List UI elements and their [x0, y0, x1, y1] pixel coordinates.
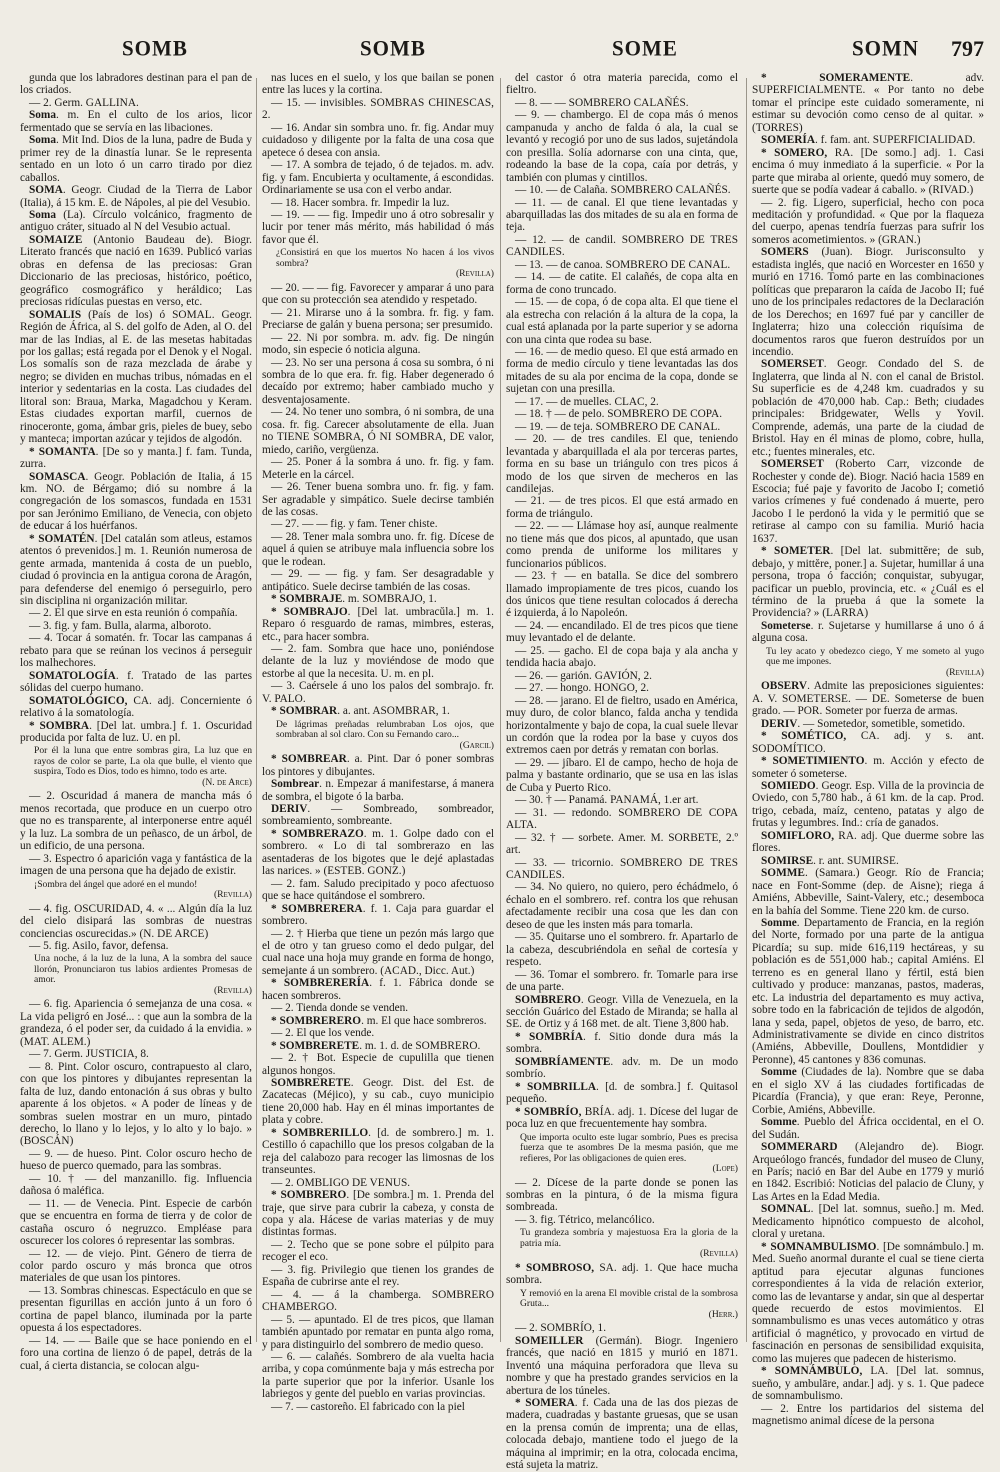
dictionary-entry: — 2. fig. Ligero, superficial, hecho con poca meditación y profundidad. « Que por la flaqueza del cuerpo, apenas tendría fuerzas para sufrir los someros acometimientos. » (GRAN.) — [752, 196, 984, 246]
dictionary-entry: SOMIRSE. r. ant. SUMIRSE. — [761, 854, 899, 867]
entry-headword: SOMIEDO — [761, 779, 816, 792]
dictionary-entry: * SOMBRILLA. [d. de sombra.] f. Quitasol pequeño. — [506, 1080, 738, 1106]
entry-headword: Someterse — [761, 619, 811, 632]
dictionary-entry: * SOMERO, RA. [De somo.] adj. 1. Casi encima ó muy inmediato á la superficie. « Por la parte que miraba al oriente, quedó muy somero, de suerte que se podía vadear á caballo. » (RIVAD.) — [752, 146, 984, 197]
dictionary-entry: — 23. † — en batalla. Se dice del sombrero llamado impropiamente de tres picos, cuando los dos únicos que tiene resultan colocados á derecha é izquierda, á lo Napoleón. — [506, 570, 738, 620]
entry-headword: * SOMBRERERO — [271, 1014, 362, 1027]
entry-headword: * SOMBRAJE — [271, 593, 343, 606]
entry-headword: SOMIFLORO, — [761, 829, 835, 842]
dictionary-entry: — 21. — de tres picos. El que está armado en forma de triángulo. — [506, 495, 738, 520]
dictionary-entry: Sombrear. n. Empezar á manifestarse, á manera de sombra, el bigote ó la barba. — [262, 778, 494, 803]
quotation-source: (N. de Arce) — [202, 776, 252, 788]
dictionary-entry: del castor ó otra materia parecida, como el fieltro. — [506, 72, 738, 97]
dictionary-entry: — 12. — de candil. SOMBRERO DE TRES CANDILES. — [506, 233, 738, 259]
column-rule — [256, 78, 257, 1342]
quotation — [276, 248, 494, 280]
dictionary-entry: — 24. No tener uno sombra, ó ni sombra, de una cosa. fr. fig. Carecer absolutamente de ella. Juan no TIENE SOMBRA, Ó NI SOMBRA, DE valor, miedo, cariño, vergüenza. — [262, 406, 494, 456]
entry-headword: * SOMBRILLA — [515, 1080, 597, 1093]
quotation — [520, 1133, 738, 1175]
entry-headword: SOMERSET — [761, 458, 824, 471]
entry-headword: * SOMBROSO, — [515, 1261, 595, 1274]
dictionary-entry: * SOMBRÍA. f. Sitio donde dura más la sombra. — [506, 1030, 739, 1056]
entry-headword: * SOMBRERAZO — [271, 827, 364, 840]
quotation-source: (Revilla) — [699, 1248, 738, 1260]
entry-headword: SOMNAL — [761, 1203, 811, 1216]
entry-headword: SOMA — [29, 184, 63, 197]
dictionary-entry: * SOMÉTICO, CA. adj. y s. ant. SODOMÍTICO. — [752, 730, 984, 755]
dictionary-entry: — 35. Quitarse uno el sombrero. fr. Apartarlo de la cabeza, descubriéndola en señal de cortesía y respeto. — [506, 931, 738, 969]
page-header — [34, 36, 984, 76]
quotation — [276, 720, 494, 752]
dictionary-entry: SOMASCA. Geogr. Población de Italia, á 15 km. NO. de Bérgamo; dió su nombre á la congregación de los somascos, fundada en 1531 por san Jerónimo Emiliano, de Venecia, con objeto de educar á los huérfanos. — [20, 470, 252, 533]
entry-headword: SOMALIS — [29, 308, 82, 321]
entry-headword: * SOMERAMENTE — [761, 72, 911, 84]
dictionary-entry: — 8. — — SOMBRERO CALAÑÉS. — [515, 96, 689, 109]
dictionary-entry: — 29. — — fig. y fam. Ser desagradable y antipático. Suele decirse también de las cosas. — [262, 568, 494, 593]
dictionary-entry: — 26. Tener buena sombra uno. fr. fig. y fam. Ser agradable y simpático. Suele decirse también de las cosas. — [262, 481, 494, 518]
dictionary-entry: SOMERS (Juan). Biogr. Jurisconsulto y estadista inglés, que nació en Worcester en 1650 y murió en 1716. Tomó parte en las combinaciones políticas que prepararon la caída de Jacobo II; fué uno de los principales redactores de la Declaración de los Derechos; en 1697 fué par y canciller de Inglaterra; hizo una colección riquísima de documentos raros que fueron destruídos por un incendio. — [752, 246, 984, 358]
entry-headword: SOMERSET — [761, 358, 824, 371]
quotation — [34, 880, 252, 901]
entry-headword: * SOMATÉN — [29, 532, 95, 545]
running-headword-1: SOMB — [122, 35, 188, 61]
entry-headword: Soma — [29, 134, 56, 147]
dictionary-entry: * SOMBRAJE. m. SOMBRAJO, 1. — [271, 593, 437, 606]
running-headword-2: SOMB — [360, 35, 426, 61]
dictionary-entry: — 13. — de canoa. SOMBRERO DE CANAL. — [515, 258, 731, 271]
dictionary-entry: * SOMNÁMBULO, LA. [Del lat. somnus, sueño, y ambulāre, andar.] adj. y s. 1. Que padece de somnambulismo. — [752, 1365, 984, 1403]
dictionary-entry: * SOMBRERAZO. m. 1. Golpe dado con el sombrero. « Lo di tal sombrerazo en las asentaderas de los bigotes que le dejé aplastadas las narices. » (ESTEB. GONZ.) — [262, 827, 494, 878]
entry-headword: SOMBRÍAMENTE — [515, 1055, 611, 1068]
entry-headword: SOMMERARD — [761, 1141, 838, 1154]
dictionary-entry: — 25. — gacho. El de copa baja y ala ancha y tendida hacia abajo. — [506, 644, 738, 670]
quotation-text: Tu grandeza sombría y majestuosa Era la gloria de la patria mía. — [520, 1227, 738, 1249]
dictionary-entry: * SOMBRERERA. f. 1. Caja para guardar el sombrero. — [262, 902, 494, 928]
dictionary-entry: — 2. El que los vende. — [271, 1027, 375, 1040]
dictionary-entry: SOMERSET. Geogr. Condado del S. de Inglaterra, que linda al N. con el canal de Bristol. Su superficie es de 4,248 km. cuadrados y su población de 470,000 hab. Cap.: Beth; ciudades principales: Bridgewater, Wells y Yovil. Comprende, además, una parte de la ciudad de Bristol. Hay en él minas de plomo, cobre, hulla, etc.; fuentes minerales, etc. — [752, 358, 984, 458]
dictionary-entry: — 30. † — Panamá. PANAMÁ, 1.er art. — [515, 794, 699, 807]
dictionary-entry: — 2. † Bot. Especie de cupulilla que tienen algunos hongos. — [262, 1052, 494, 1077]
dictionary-entry: — 2. Dícese de la parte donde se ponen las sombras en la pintura, ó de la misma figura sombreada. — [506, 1176, 738, 1214]
dictionary-entry: — 7. Germ. JUSTICIA, 8. — [29, 1048, 149, 1061]
entry-headword: SOMBRERO — [515, 993, 581, 1006]
dictionary-entry: — 18. Hacer sombra. fr. Impedir la luz. — [271, 196, 450, 209]
dictionary-entry: SOMIEDO. Geogr. Esp. Villa de la provincia de Oviedo, con 5,780 hab., á 61 km. de la cap. Prod. trigo, cebada, maíz, centeno, patatas y algo de frutas y legumbres. Ind.: cría de ganados. — [752, 779, 984, 830]
dictionary-entry: * SOMBRERO. [De sombra.] m. 1. Prenda del traje, que sirve para cubrir la cabeza, y consta de copa y ala. Hácese de varias materias y de muy distintas formas. — [262, 1189, 494, 1239]
dictionary-entry: — 4. — á la chamberga. SOMBRERO CHAMBERGO. — [262, 1288, 494, 1314]
dictionary-entry: — 20. — de tres candiles. El que, teniendo levantada y abarquillada el ala por terceras partes, forma en su base un triángulo con tres picos á modo de los que sirven de mecheros en las candilejas. — [506, 433, 738, 495]
column-rule — [500, 78, 501, 1342]
dictionary-entry: — 4. fig. OSCURIDAD, 4. « ... Algún día la luz del cielo disipará las sombras de nuestras conciencias oscurecidas.» (N. DE ARCE) — [20, 902, 252, 940]
dictionary-entry: — 27. — — fig. y fam. Tener chiste. — [271, 518, 438, 531]
dictionary-entry: — 9. — de hueso. Pint. Color oscuro hecho de hueso de puerco quemado, para las sombras. — [20, 1147, 252, 1173]
dictionary-entry: — 2. † Hierba que tiene un pezón más largo que el de otro y tan grueso como el dedo pulgar, del cual nace una hoja muy grande en forma de hongo, semejante á un sombrero. (ACAD., Dicc. Aut.) — [262, 927, 494, 977]
entry-headword: * SOMBRAJO — [271, 605, 348, 618]
dictionary-entry: — 2. Tienda donde se venden. — [271, 1002, 409, 1015]
dictionary-entry: — 6. fig. Apariencia ó semejanza de una cosa. « La vida peligró en José... : que aun la sombra de la grandeza, ó el poder ser, da cuidado á la envidia. » (MAT. ALEM.) — [20, 998, 252, 1048]
dictionary-entry: SOMATOLOGÍA. f. Tratado de las partes sólidas del cuerpo humano. — [20, 669, 252, 695]
dictionary-entry: — 2. SOMBRÍO, 1. — [515, 1322, 607, 1335]
dictionary-entry: * SOMATÉN. [Del catalán som atleus, estamos atentos ó prevenidos.] m. 1. Reunión numerosa de gente armada, mantenida á costa de un pueblo, ciudad ó provincia en la antigua corona de Aragón, para defenderse del enemigo ó perseguirlo, pero sin disciplina ni organización militar. — [20, 532, 252, 608]
dictionary-entry: DERIV. — Sometedor, sometible, sometido. — [761, 717, 966, 730]
quotation — [520, 1228, 738, 1260]
dictionary-entry: — 11. — de canal. El que tiene levantadas y abarquilladas las dos mitades de su ala en forma de teja. — [506, 196, 738, 234]
dictionary-entry: OBSERV. Admite las preposiciones siguientes: A. V. SOMETERSE. — DE. Someterse de buen grado. — POR. Someter por fuerza de armas. — [752, 680, 984, 718]
dictionary-entry: SOMA. Geogr. Ciudad de la Tierra de Labor (Italia), á 15 km. E. de Nápoles, al pie del Vesubio. — [20, 184, 252, 209]
dictionary-entry: — 15. — invisibles. SOMBRAS CHINESCAS, 2. — [262, 96, 494, 122]
dictionary-entry: SOMALIS (País de los) ó SOMAL. Geogr. Región de África, al S. del golfo de Aden, al O. del mar de las Indias, al E. de las mesetas habitadas por los gallas; está regada por el Denok y el Nogal. Los somalís son de raza mezclada de árabe y negro; se dividen en muchas tribus, nómadas en el interior y sedentarias en la costa. Las ciudades del litoral son: Braua, Marka, Magadchou y Keram. Estas ciudades exportan marfil, cuernos de rinoceronte, goma, ámbar gris, pieles de buey, sebo y manteca; importan azúcar y tejidos de algodón. — [20, 308, 252, 446]
dictionary-entry: — 2. Techo que se pone sobre el púlpito para recoger el eco. — [262, 1238, 494, 1264]
entry-headword: Soma — [29, 109, 56, 122]
entry-headword: * SOMERA — [515, 1396, 575, 1409]
entry-headword: DERIV — [271, 803, 308, 816]
dictionary-entry: * SOMBRERETE. m. 1. d. de SOMBRERO. — [271, 1039, 481, 1052]
dictionary-entry: — 14. — de catite. El calañés, de copa alta en forma de cono truncado. — [506, 271, 738, 296]
dictionary-entry: — 27. — hongo. HONGO, 2. — [515, 682, 649, 695]
dictionary-entry: SOMME. (Samara.) Geogr. Río de Francia; nace en Font-Somme (dep. de Aisne); riega á Amiéns, Abbeville, Saint-Valery, etc.; desemboca en la bahía del Somme. Tiene 220 km. de curso. — [752, 867, 984, 917]
dictionary-entry: * SOMBRERILLO. [d. de sombrero.] m. 1. Cestillo ó capachillo que los presos colgaban de la reja del calabozo para recoger las limosnas de los transeuntes. — [262, 1126, 494, 1177]
dictionary-entry: — 20. — — fig. Favorecer y amparar á uno para que con su protección sea atendido y respetado. — [262, 281, 494, 307]
dictionary-entry: SOMIFLORO, RA. adj. Que duerme sobre las flores. — [752, 829, 984, 855]
entry-headword: Somme — [761, 916, 797, 929]
quotation — [34, 746, 252, 788]
dictionary-entry: — 28. — jarano. El de fieltro, usado en América, muy duro, de color blanco, falda ancha y tendida horizontalmente y bajo de copa, la cual suele llevar un cordón que la rodea por la base y cuyos dos extremos caen por detrás y rematan con borlas. — [506, 694, 738, 757]
dictionary-entry: — 10. — de Calaña. SOMBRERO CALAÑÉS. — [515, 184, 731, 197]
dictionary-entry: — 19. — de teja. SOMBRERO DE CANAL. — [515, 420, 721, 433]
dictionary-entry: — 17. — de muelles. CLAC, 2. — [515, 395, 659, 408]
dictionary-entry: * SOMBRERERÍA. f. 1. Fábrica donde se hacen sombreros. — [262, 977, 494, 1002]
dictionary-entry: — 26. — garión. GAVIÓN, 2. — [515, 669, 652, 682]
quotation-source: (Lope) — [712, 1163, 738, 1175]
dictionary-entry: SOMEILLER (Germán). Biogr. Ingeniero francés, que nació en 1815 y murió en 1871. Inventó una máquina perforadora que lleva su nombre y que ha prestado grandes servicios en la abertura de los túneles. — [506, 1334, 738, 1397]
dictionary-entry: — 9. — chambergo. El de copa más ó menos campanuda y ancho de falda ó ala, la cual se levantó y recogió por uno de sus lados, sujetándola con presilla. Solía adornarse con una cinta, que, rodeando la base de la copa, caía por detrás, y también con plumas y cintillos. — [506, 109, 738, 184]
dictionary-entry: — 15. — de copa, ó de copa alta. El que tiene el ala estrecha con relación á la altura de la copa, la cual está aplanada por la parte superior y se adorna con una cinta que rodea su base. — [506, 296, 738, 346]
dictionary-entry: — 3. fig. Tétrico, melancólico. — [515, 1213, 655, 1226]
dictionary-entry: SOMNAL. [Del lat. somnus, sueño.] m. Med. Medicamento hipnótico compuesto de alcohol, cloral y uretana. — [752, 1203, 984, 1241]
dictionary-entry: Someterse. r. Sujetarse y humillarse á uno ó á alguna cosa. — [752, 619, 984, 645]
dictionary-entry: — 11. — de Venecia. Pint. Especie de carbón que se encuentra en forma de tierra y de color de castaña oscuro ó negruzco. Empléase para oscurecer los colores ó representar las sombras. — [20, 1197, 252, 1248]
dictionary-entry: Soma. m. En el culto de los arios, licor fermentado que se servía en las libaciones. — [20, 109, 252, 134]
entry-headword: DERIV — [761, 717, 798, 730]
dictionary-entry: — 3. Caérsele á uno los palos del sombrajo. fr. V. PALO. — [262, 680, 494, 705]
dictionary-entry: Soma. Mit Ind. Dios de la luna, padre de Buda y primer rey de la dinastía lunar. Se le representa sentado en un loto ó un carro tirado por diez caballos. — [20, 134, 252, 184]
entry-headword: * SOMÉTICO, — [761, 730, 847, 743]
dictionary-entry: — 31. — redondo. SOMBRERO DE COPA ALTA. — [506, 806, 738, 832]
quotation-text: ¿Consistirá en que los muertos No hacen á los vivos sombra? — [276, 247, 494, 269]
quotation-source: (Garcil) — [459, 739, 494, 751]
dictionary-entry: — 29. — jíbaro. El de campo, hecho de hoja de palma y bastante ordinario, que se usa en las islas de Cuba y Puerto Rico. — [506, 756, 738, 794]
text-column-2 — [262, 72, 494, 1413]
dictionary-entry: — 28. Tener mala sombra uno. fr. fig. Dícese de aquel á quien se atribuye mala influencia sobre los que le rodean. — [262, 530, 494, 568]
dictionary-entry: — 23. No ser una persona á cosa su sombra, ó ni sombra de lo que era. fr. fig. Haber degenerado ó decaído por extremo; haber cambiado mucho y desventajosamente. — [262, 356, 494, 406]
dictionary-entry: — 3. fig. Privilegio que tienen los grandes de España de cubrirse ante el rey. — [262, 1263, 494, 1289]
entry-headword: SOMERÍA — [761, 134, 815, 147]
entry-headword: * SOMERO, — [761, 146, 828, 159]
entry-headword: SOMAIZE — [29, 233, 83, 246]
dictionary-entry: — 19. — — fig. Impedir uno á otro sobresalir y lucir por tener más mérito, más habilidad ó más favor que él. — [262, 208, 494, 246]
dictionary-entry: — 3. fig. y fam. Bulla, alarma, alboroto. — [29, 619, 212, 632]
entry-headword: SOMATOLÓGICO, — [29, 694, 128, 707]
dictionary-entry: — 10. † — del manzanillo. fig. Influencia dañosa ó maléfica. — [20, 1172, 252, 1198]
dictionary-entry: gunda que los labradores destinan para el pan de los criados. — [20, 72, 252, 97]
dictionary-entry: — 22. — — Llámase hoy así, aunque realmente no tiene más que dos picos, al apuntado, que usan como prenda de uniforme los militares y funcionarios públicos. — [506, 520, 738, 570]
entry-headword: * SOMBRERERA — [271, 902, 363, 915]
dictionary-entry: Somme. Departamento de Francia, en la región del Norte, formado por una parte de la antigua Picardía; su sup. mide 616,119 hectáreas, y su población es de 551,000 hab.; capital Amiéns. El terreno es en general llano y fértil, está bien cultivado y produce: manzanas, pastos, maderas, etc. La industria del departamento es muy activa, sobre todo en la fabricación de tejidos de algodón, lana y seda, papel, objetos de yeso, de barro, etc. Administrativamente se divide en cinco distritos (Amiéns, Abbeville, Doullens, Montdidier y Peronne), 45 cantones y 836 comunas. — [752, 916, 984, 1066]
dictionary-entry: — 2. Oscuridad á manera de mancha más ó menos recortada, que produce en un cuerpo otro que no es transparente, al interponerse entre aquél y la luz. La sombra de un peñasco, de un árbol, de un edificio, de una persona. — [20, 790, 252, 853]
entry-headword: SOMBRERETE — [271, 1076, 351, 1089]
entry-headword: SOMEILLER — [515, 1334, 584, 1347]
dictionary-entry: — 25. Poner á la sombra á uno. fr. fig. y fam. Meterle en la cárcel. — [262, 456, 494, 481]
entry-headword: SOMATOLOGÍA — [29, 669, 116, 682]
quotation-source: (Revilla) — [455, 268, 494, 280]
entry-headword: OBSERV — [761, 680, 808, 693]
dictionary-entry: SOMAIZE (Antonio Baudeau de). Biogr. Literato francés que nació en 1639. Publicó varias obras en defensa de las preciosas: Gran Diccionario de las preciosas, histórico, poético, geográfico cosmográfico y heráldico; Las preciosas ridículas puestas en verso, etc. — [20, 233, 252, 309]
quotation-source: (Revilla) — [945, 666, 984, 678]
entry-headword: * SOMETER — [761, 545, 831, 558]
running-headword-3: SOME — [612, 35, 678, 61]
dictionary-entry: — 18. † — de pelo. SOMBRERO DE COPA. — [515, 408, 723, 421]
dictionary-entry: — 13. Sombras chinescas. Espectáculo en que se presentan figurillas en acción junto á un foro ó cortina de papel blanco, iluminada por la parte opuesta á los espectadores. — [20, 1284, 252, 1335]
dictionary-entry: — 36. Tomar el sombrero. fr. Tomarle para irse de una parte. — [506, 968, 738, 994]
entry-headword: * SOMBRAR — [271, 705, 338, 718]
quotation-text: Tu ley acato y obedezco ciego, Y me someto al yugo que me impones. — [766, 645, 984, 668]
dictionary-entry: * SOMERA. f. Cada una de las dos piezas de madera, cuadradas y bastante gruesas, que se usan en la prensa común de imprenta; una de ellas, colocada debajo, mantiene todo el juego de la máquina al imprimir; en la otra, colocada encima, está sujeta la matriz. — [506, 1396, 738, 1472]
entry-headword: SOMME — [761, 867, 805, 880]
dictionary-entry: — 2. Germ. GALLINA. — [29, 96, 139, 109]
entry-headword: * SOMBRERILLO — [271, 1126, 369, 1139]
dictionary-entry: SOMBRERO. Geogr. Villa de Venezuela, en la sección Guárico del Estado de Miranda; se halla al SE. de Ortiz y á 168 met. de alt. Tiene 3,800 hab. — [506, 993, 738, 1031]
running-headword-4: SOMN — [852, 35, 919, 61]
dictionary-entry: — 2. fam. Sombra que hace uno, poniéndose delante de la luz y moviéndose de modo que estorbe al que la necesita. U. m. en pl. — [262, 642, 494, 680]
dictionary-entry: DERIV. — Sombreado, sombreador, sombreamiento, sombreante. — [262, 803, 494, 828]
dictionary-entry: — 8. Pint. Color oscuro, contrapuesto al claro, con que los pintores y dibujantes representan la falta de luz, dando entonación á sus obras y bulto aparente á los objetos. « A poder de líneas y de sombras suelen mostrar en un muro, pintado derecho, lo llano y lo lejos, y lo alto y lo bajo. » (BOSCÁN) — [20, 1060, 252, 1148]
dictionary-entry: * SOMNAMBULISMO. [De somnámbulo.] m. Med. Sueño anormal durante el cual se tiene cierta aptitud para ejecutar algunas funciones correspondientes á la vida de relación exterior, como las de levantarse y andar, sin que al despertar quede recuerdo de estos movimientos. El somnambulismo es unas veces automático y otras artificial ó magnético, y provocado en virtud de fascinación en personas de sensibilidad exquisita, como las mujeres que padecen de histerismo. — [752, 1240, 985, 1365]
dictionary-entry: SOMERÍA. f. fam. ant. SUPERFICIALIDAD. — [761, 134, 976, 147]
entry-headword: Somme — [761, 1066, 797, 1079]
quotation — [520, 1289, 738, 1321]
dictionary-entry: * SOMBRA. [Del lat. umbra.] f. 1. Oscuridad producida por falta de luz. U. en pl. — [20, 719, 252, 745]
dictionary-entry: * SOMBRAJO. [Del lat. umbracŭla.] m. 1. Reparo ó resguardo de ramas, mimbres, esteras, etc., para hacer sombra. — [262, 605, 494, 643]
dictionary-entry: * SOMBREAR. a. Pint. Dar ó poner sombras los pintores y dibujantes. — [262, 753, 494, 778]
quotation-source: (Herr.) — [708, 1308, 738, 1320]
dictionary-entry: — 22. Ni por sombra. m. adv. fig. De ningún modo, sin especie ó noticia alguna. — [262, 331, 494, 357]
dictionary-entry: * SOMANTA. [De so y manta.] f. fam. Tunda, zurra. — [20, 445, 252, 471]
entry-headword: * SOMETIMIENTO — [761, 755, 865, 768]
entry-headword: SOMASCA — [29, 470, 86, 483]
dictionary-entry: — 2. Entre los partidarios del sistema del magnetismo animal dícese de la persona — [752, 1402, 984, 1428]
dictionary-entry: — 16. — de medio queso. El que está armado en forma de medio círculo y tiene levantadas las dos mitades de su ala por encima de la copa, donde se sujetan con una presilla. — [506, 345, 738, 396]
dictionary-entry: SOMERSET (Roberto Carr, vizconde de Rochester y conde de). Biogr. Nació hacia 1589 en Escocia; fué paje y favorito de Jacobo I; cometió varios crímenes y fué condenado á muerte, pero Jacobo I le perdonó la vida y le permitió que se retirase al campo con su familia. Murió hacia 1637. — [752, 458, 984, 545]
entry-headword: * SOMBRERO — [271, 1189, 347, 1202]
dictionary-entry: — 3. Espectro ó aparición vaga y fantástica de la imagen de una persona que ha dejado de existir. — [20, 852, 252, 878]
entry-headword: * SOMBRERETE — [271, 1039, 360, 1052]
dictionary-entry: — 2. El que sirve en esta reunión ó compañía. — [29, 607, 238, 620]
text-column-4 — [752, 72, 985, 1428]
dictionary-entry: Soma (La). Círculo volcánico, fragmento de antiguo cráter, situado al N del Vesubio actual. — [20, 208, 252, 234]
quotation-text: Que importa oculto este lugar sombrío, Pues es precisa fuerza que te asombres De la mesma pasión, que me refieres, Por las obligaciones de quien eres. — [520, 1131, 738, 1164]
dictionary-entry: — 5. — apuntado. El de tres picos, que llaman también apuntado por rematar en punta algo roma, y para distinguirlo del sombrero de medio queso. — [262, 1313, 494, 1351]
entry-headword: * SOMNÁMBULO, — [761, 1365, 863, 1378]
text-column-3 — [506, 72, 739, 1472]
quotation-text: De lágrimas preñadas relumbraban Los ojos, que sombraban al sol claro. Con su Fernando caro... — [276, 718, 494, 741]
dictionary-entry: * SOMBROSO, SA. adj. 1. Que hace mucha sombra. — [506, 1261, 738, 1287]
dictionary-entry: — 17. A sombra de tejado, ó de tejados. m. adv. fig. y fam. Encubierta y ocultamente, á escondidas. Ordinariamente se usa con el verbo andar. — [262, 159, 494, 197]
quotation-text: ¡Sombra del ángel que adoré en el mundo! — [34, 878, 198, 890]
entry-headword: * SOMBRÍA — [515, 1030, 583, 1043]
dictionary-entry: — 12. — de viejo. Pint. Género de tierra de color pardo oscuro y más bronca que otros materiales de que usan los pintores. — [20, 1247, 252, 1285]
dictionary-entry: — 34. No quiero, no quiero, pero échádmelo, ó échalo en el sombrero. ref. contra los que rehusan afectadamente recibir una cosa que les dan con deseo de que les insten más para tomarla. — [506, 881, 738, 931]
entry-headword: * SOMNAMBULISMO — [761, 1240, 877, 1253]
dictionary-entry: SOMMERARD (Alejandro de). Biogr. Arqueólogo francés, fundador del museo de Cluny, en París; nació en Bar del Aube en 1779 y murió en 1842. Escribió: Noticias del palacio de Cluny, y Las Artes en la Edad Media. — [752, 1141, 984, 1203]
entry-headword: * SOMBRERERÍA — [271, 977, 370, 990]
dictionary-entry: — 7. — castoreño. El fabricado con la piel — [271, 1400, 465, 1413]
dictionary-entry: SOMBRERETE. Geogr. Dist. del Est. de Zacatecas (Méjico), y su cab., cuyo municipio tiene 20,000 hab. Hay en él minas importantes de plata y cobre. — [262, 1076, 494, 1127]
entry-headword: SOMIRSE — [761, 854, 814, 867]
dictionary-entry: — 16. Andar sin sombra uno. fr. fig. Andar muy cuidadoso y diligente por la falta de una cosa que apetece ó desea con ansia. — [262, 121, 494, 159]
dictionary-entry: SOMATOLÓGICO, CA. adj. Concerniente ó relativo á la somatología. — [20, 694, 252, 720]
entry-headword: SOMERS — [761, 246, 809, 259]
quotation — [766, 647, 984, 679]
entry-headword: Somme — [761, 1116, 797, 1129]
dictionary-entry: — 2. fam. Saludo precipitado y poco afectuoso que se hace quitándose el sombrero. — [262, 877, 494, 903]
dictionary-entry: * SOMBRÍO, BRÍA. adj. 1. Dícese del lugar de poca luz en que frecuentemente hay sombra. — [506, 1105, 738, 1131]
dictionary-entry: — 24. — encandilado. El de tres picos que tiene muy levantado el de delante. — [506, 619, 738, 645]
text-column-1 — [20, 72, 252, 1372]
quotation-source: (Revilla) — [213, 889, 252, 901]
entry-headword: * SOMANTA — [29, 445, 96, 458]
quotation — [34, 954, 252, 996]
dictionary-entry: * SOMERAMENTE. adv. SUPERFICIALMENTE. « Por tanto no debe tomar el príncipe este cuidado someramente, ni estimar su devoción como censo de al quitar. » (TORRES) — [752, 72, 984, 134]
dictionary-entry: — 4. Tocar á somatén. fr. Tocar las campanas á rebato para que se reúnan los vecinos á perseguir los malhechores. — [20, 632, 252, 670]
dictionary-entry: — 33. — tricornio. SOMBRERO DE TRES CANDILES. — [506, 856, 738, 881]
dictionary-entry: nas luces en el suelo, y los que bailan se ponen entre las luces y la cortina. — [262, 72, 494, 97]
entry-headword: * SOMBREAR — [271, 753, 347, 766]
dictionary-entry: — 32. † — sorbete. Amer. M. SORBETE, 2.º art. — [506, 831, 738, 857]
dictionary-entry: — 5. fig. Asilo, favor, defensa. — [29, 940, 169, 952]
page-number: 797 — [951, 36, 984, 61]
dictionary-entry: — 14. — — Baile que se hace poniendo en el foro una cortina de lienzo ó de papel, detrás de la cual, á cierta distancia, se colocan algu- — [20, 1334, 252, 1372]
dictionary-entry: * SOMBRERERO. m. El que hace sombreros. — [271, 1014, 487, 1027]
quotation-source: (Revilla) — [213, 984, 252, 996]
entry-headword: * SOMBRA — [29, 719, 90, 732]
entry-headword: Soma — [29, 208, 56, 221]
quotation-text: Una noche, á la luz de la luna, A la sombra del sauce llorón, Pronunciaron tus labios ardientes Promesas de amor. — [34, 953, 252, 986]
dictionary-entry: SOMBRÍAMENTE. adv. m. De un modo sombrío. — [506, 1055, 738, 1081]
dictionary-entry: * SOMETER. [Del lat. submittĕre; de sub, debajo, y mittĕre, poner.] a. Sujetar, humillar á una persona, tropa ó facción; conquistar, subyugar, pacificar un pueblo, provincia, etc. « ¿Cuál es el término de la prueba á que la somete la Providencia? » (LARRA) — [752, 545, 985, 620]
dictionary-entry: * SOMBRAR. a. ant. ASOMBRAR, 1. — [271, 705, 450, 718]
entry-headword: * SOMBRÍO, — [515, 1105, 582, 1118]
dictionary-entry: Somme (Ciudades de la). Nombre que se daba en el siglo XV á las ciudades fortificadas de Picardía (Francia), y que eran: Reye, Peronne, Corbie, Amiéns, Abbeville. — [752, 1066, 984, 1116]
entry-headword: Sombrear — [271, 778, 320, 791]
dictionary-entry: * SOMETIMIENTO. m. Acción y efecto de someter ó someterse. — [752, 755, 984, 780]
quotation-text: Y removió en la arena El movible cristal de la sombrosa Gruta... — [520, 1287, 738, 1310]
column-rule — [746, 78, 747, 1342]
dictionary-entry: — 6. — calañés. Sombrero de ala vuelta hacia arriba, y copa comúnmente baja y más estrecha por la parte superior que por la inferior. Usanle los labriegos y gente del pueblo en varias provincias. — [262, 1350, 494, 1401]
quotation-text: Por él la luna que entre sombras gira, La luz que en rayos de color se parte, La ola que bulle, el viento que suspira, Todo es Dios, todo es himno, todo es arte. — [34, 745, 252, 778]
dictionary-entry: — 21. Mirarse uno á la sombra. fr. fig. y fam. Preciarse de galán y buena persona; ser presumido. — [262, 306, 494, 332]
dictionary-entry: — 2. OMBLIGO DE VENUS. — [271, 1176, 411, 1189]
dictionary-entry: Somme. Pueblo del África occidental, en el O. del Sudán. — [752, 1116, 984, 1141]
